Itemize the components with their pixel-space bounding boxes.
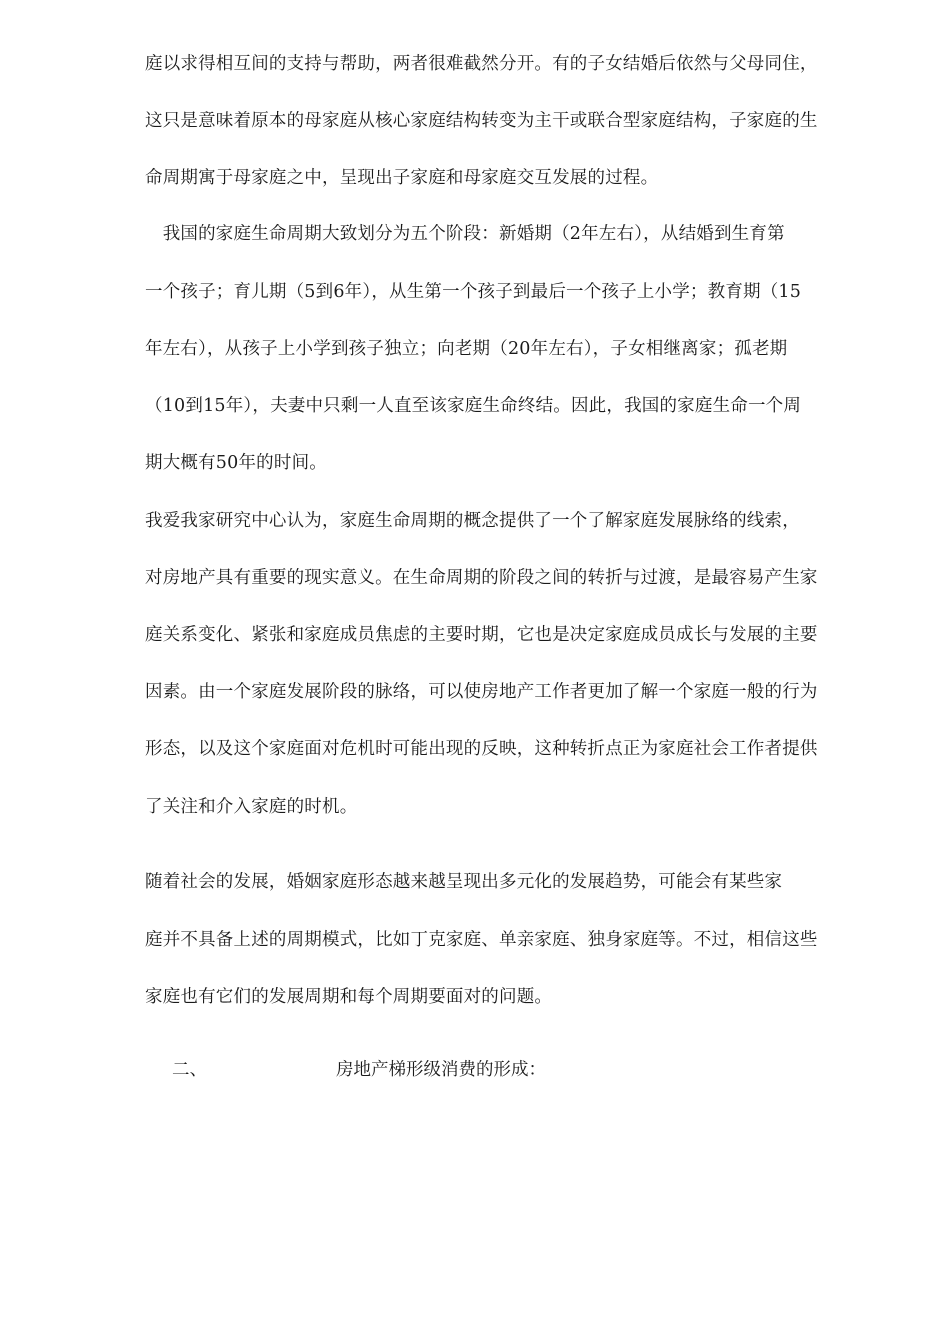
text-line: （10到15年），夫妻中只剩一人直至该家庭生命终结。因此，我国的家庭生命一个周 xyxy=(145,396,802,416)
text-line: 这只是意味着原本的母家庭从核心家庭结构转变为主干或联合型家庭结构，子家庭的生 xyxy=(145,111,818,131)
text-line: 因素。由一个家庭发展阶段的脉络，可以使房地产工作者更加了解一个家庭一般的行为 xyxy=(145,682,818,702)
text-line: 一个孩子；育儿期（5到6年），从生第一个孩子到最后一个孩子上小学；教育期（15 xyxy=(145,282,802,302)
section-title: 房地产梯形级消费的形成： xyxy=(336,1060,546,1080)
text-line: 期大概有50年的时间。 xyxy=(145,453,327,473)
text-line: 了关注和介入家庭的时机。 xyxy=(145,797,358,817)
section-number: 二、 xyxy=(172,1060,207,1080)
text-line: 年左右），从孩子上小学到孩子独立；向老期（20年左右），子女相继离家；孤老期 xyxy=(145,339,788,359)
text-line: 对房地产具有重要的现实意义。在生命周期的阶段之间的转折与过渡，是最容易产生家 xyxy=(145,568,818,588)
text-line: 随着社会的发展，婚姻家庭形态越来越呈现出多元化的发展趋势，可能会有某些家 xyxy=(145,872,783,892)
text-line: 我国的家庭生命周期大致划分为五个阶段：新婚期（2年左右），从结婚到生育第 xyxy=(145,224,785,244)
text-line: 家庭也有它们的发展周期和每个周期要面对的问题。 xyxy=(145,987,553,1007)
text-line: 我爱我家研究中心认为，家庭生命周期的概念提供了一个了解家庭发展脉络的线索， xyxy=(145,511,800,531)
text-line: 庭以求得相互间的支持与帮助，两者很难截然分开。有的子女结婚后依然与父母同住， xyxy=(145,54,818,74)
text-line: 庭关系变化、紧张和家庭成员焦虑的主要时期，它也是决定家庭成员成长与发展的主要 xyxy=(145,625,818,645)
text-line: 命周期寓于母家庭之中，呈现出子家庭和母家庭交互发展的过程。 xyxy=(145,168,659,188)
text-line: 庭并不具备上述的周期模式，比如丁克家庭、单亲家庭、独身家庭等。不过，相信这些 xyxy=(145,930,818,950)
text-line: 形态，以及这个家庭面对危机时可能出现的反映，这种转折点正为家庭社会工作者提供 xyxy=(145,739,818,759)
